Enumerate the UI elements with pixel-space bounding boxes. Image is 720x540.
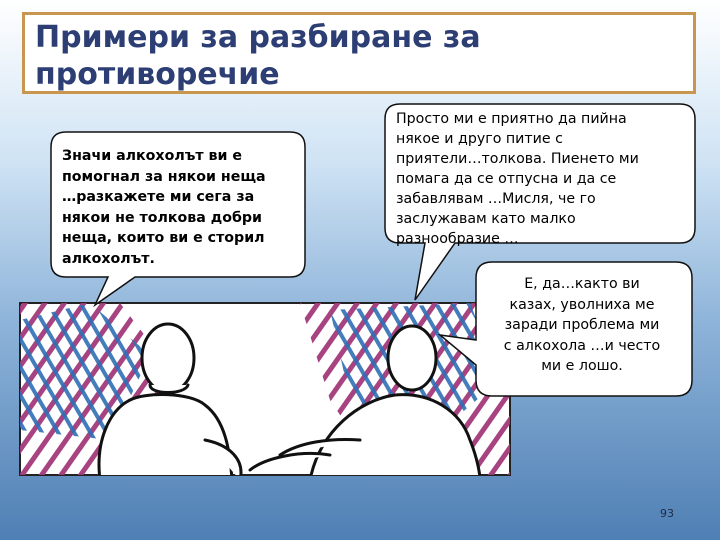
speech-line: с алкохола …и често: [503, 337, 661, 354]
title-line-1: Примери за разбиране за: [35, 20, 481, 55]
speech-text-middle: [396, 109, 639, 249]
title-line-2: противоречие: [35, 57, 280, 92]
speech-text-right: [478, 274, 686, 377]
speech-line: забавлявам …Мисля, че го: [396, 191, 596, 207]
speech-line: неща, които ви е сторил: [62, 230, 265, 247]
speech-line: алкохолът.: [62, 250, 155, 267]
speech-text-left: [62, 146, 266, 270]
speech-line: заради проблема ми: [504, 317, 660, 333]
speech-line: ми е лошо.: [541, 358, 623, 374]
speech-line: някое и друго питие с: [396, 131, 563, 147]
speech-line: помогнал за някои неща: [62, 168, 266, 185]
speech-line: …разкажете ми сега за: [62, 189, 255, 206]
speech-line: казах, уволниха ме: [509, 296, 655, 313]
speech-line: приятели…толкова. Пиенето ми: [396, 151, 639, 167]
speech-line: Значи алкохолът ви е: [62, 148, 243, 164]
speech-line: Просто ми е приятно да пийна: [396, 111, 627, 127]
speech-line: Е, да…както ви: [524, 276, 640, 292]
page-number: 93: [660, 507, 674, 520]
speech-line: помага да се отпусна и да се: [396, 171, 617, 187]
speech-line: някои не толкова добри: [62, 209, 262, 226]
speech-line: разнообразие …: [396, 231, 519, 247]
speech-line: заслужавам като малко: [396, 211, 576, 227]
